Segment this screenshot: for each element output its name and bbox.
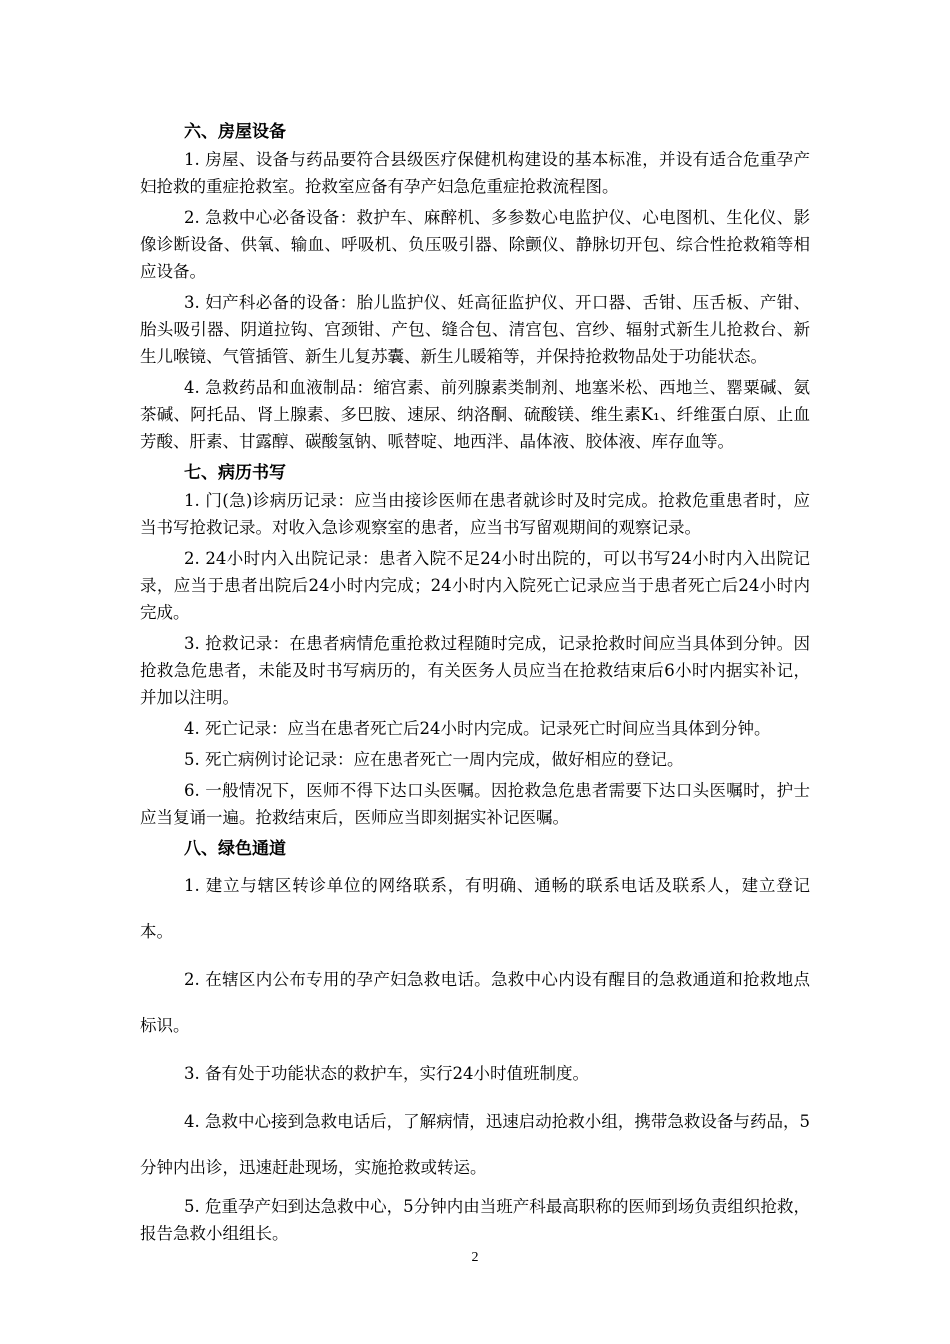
page-number: 2: [471, 1250, 479, 1265]
paragraph: 4. 死亡记录：应当在患者死亡后24小时内完成。记录死亡时间应当具体到分钟。: [184, 719, 771, 738]
paragraph: 2. 急救中心必备设备：救护车、麻醉机、多参数心电监护仪、心电图机、生化仪、影像诊断设备、供氧、输血、呼吸机、负压吸引器、除颤仪、静脉切开包、综合性抢救箱等相应设备。: [140, 208, 810, 281]
section-medical-records: [140, 459, 810, 831]
paragraph: 3. 备有处于功能状态的救护车，实行24小时值班制度。: [184, 1064, 589, 1083]
paragraph: 1. 门(急)诊病历记录：应当由接诊医师在患者就诊时及时完成。抢救危重患者时，应当书写抢救记录。对收入急诊观察室的患者，应当书写留观期间的观察记录。: [140, 491, 810, 537]
paragraph: 3. 妇产科必备的设备：胎儿监护仪、妊高征监护仪、开口器、舌钳、压舌板、产钳、胎头吸引器、阴道拉钩、宫颈钳、产包、缝合包、清宫包、宫纱、辐射式新生儿抢救台、新生儿喉镜、气管插管、新生儿复苏囊、新生儿暖箱等，并保持抢救物品处于功能状态。: [140, 293, 810, 366]
page-content: [140, 118, 810, 1251]
section-heading: 六、房屋设备: [184, 122, 286, 142]
paragraph: 4. 急救药品和血液制品：缩宫素、前列腺素类制剂、地塞米松、西地兰、罂粟碱、氨茶碱、阿托品、肾上腺素、多巴胺、速尿、纳洛酮、硫酸镁、维生素K₁、纤维蛋白原、止血芳酸、肝素、甘露醇、碳酸氢钠、哌替啶、地西泮、晶体液、胶体液、库存血等。: [140, 378, 810, 451]
paragraph: 2. 24小时内入出院记录：患者入院不足24小时出院的，可以书写24小时内入出院记录，应当于患者出院后24小时内完成；24小时内入院死亡记录应当于患者死亡后24小时内完成。: [140, 549, 810, 622]
paragraph: 5. 死亡病例讨论记录：应在患者死亡一周内完成，做好相应的登记。: [184, 750, 684, 769]
paragraph: 1. 房屋、设备与药品要符合县级医疗保健机构建设的基本标准，并设有适合危重孕产妇抢救的重症抢救室。抢救室应备有孕产妇急危重症抢救流程图。: [140, 150, 810, 196]
paragraph: 4. 急救中心接到急救电话后，了解病情，迅速启动抢救小组，携带急救设备与药品，5分钟内出诊，迅速赶赴现场，实施抢救或转运。: [140, 1112, 810, 1177]
section-heading: 八、绿色通道: [184, 839, 286, 859]
section-housing-equipment: [140, 118, 810, 455]
paragraph: 2. 在辖区内公布专用的孕产妇急救电话。急救中心内设有醒目的急救通道和抢救地点标识。: [140, 970, 810, 1035]
section-green-channel: [140, 835, 810, 1247]
paragraph: 3. 抢救记录：在患者病情危重抢救过程随时完成，记录抢救时间应当具体到分钟。因抢救急危患者，未能及时书写病历的，有关医务人员应当在抢救结束后6小时内据实补记，并加以注明。: [140, 634, 810, 707]
paragraph: 5. 危重孕产妇到达急救中心，5分钟内由当班产科最高职称的医师到场负责组织抢救，报告急救小组组长。: [140, 1197, 810, 1243]
section-heading: 七、病历书写: [184, 463, 286, 483]
paragraph: 1. 建立与辖区转诊单位的网络联系，有明确、通畅的联系电话及联系人，建立登记本。: [140, 876, 810, 941]
paragraph: 6. 一般情况下，医师不得下达口头医嘱。因抢救急危患者需要下达口头医嘱时，护士应当复诵一遍。抢救结束后，医师应当即刻据实补记医嘱。: [140, 781, 810, 827]
